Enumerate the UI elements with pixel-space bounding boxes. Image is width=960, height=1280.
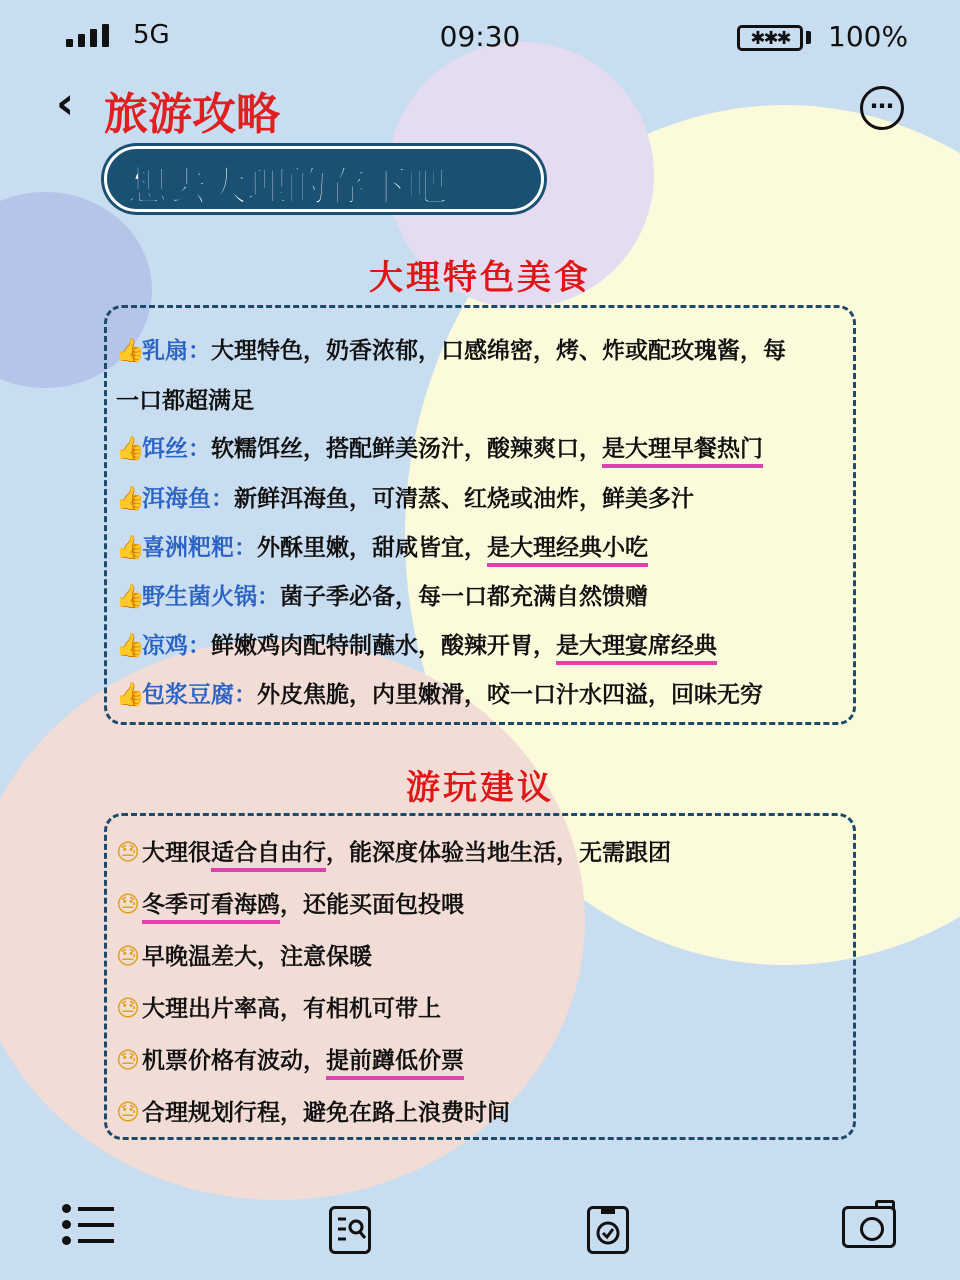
highlight-underline: 适合自由行 — [211, 840, 326, 872]
food-section-title: 大理特色美食 — [369, 258, 591, 298]
battery-icon: ✱✱✱ — [737, 25, 803, 51]
network-label: 5G — [133, 20, 170, 50]
highlight-underline: 冬季可看海鸥 — [142, 892, 280, 924]
highlight-underline: 是大理经典小吃 — [487, 535, 648, 567]
back-icon[interactable]: ‹ — [56, 78, 75, 129]
battery-tip — [806, 31, 811, 44]
title-banner — [104, 146, 544, 212]
food-item: 👍饵丝：软糯饵丝，搭配鲜美汤汁，酸辣爽口，是大理早餐热门 — [116, 430, 763, 463]
tips-section-title: 游玩建议 — [406, 768, 554, 808]
sweat-face-icon: 😓 — [116, 1100, 140, 1126]
tip-item: 😓早晚温差大，注意保暖 — [116, 944, 372, 970]
tip-item: 😓大理出片率高，有相机可带上 — [116, 996, 441, 1022]
page-title: 旅游攻略 — [104, 89, 280, 140]
food-card — [104, 305, 856, 725]
food-item: 👍凉鸡：鲜嫩鸡肉配特制蘸水，酸辣开胃，是大理宴席经典 — [116, 627, 717, 660]
sweat-face-icon: 😓 — [116, 892, 140, 918]
thumbs-up-icon: 👍 — [116, 535, 145, 561]
clock: 09:30 — [439, 20, 521, 53]
tip-item: 😓大理很适合自由行，能深度体验当地生活，无需跟团 — [116, 834, 671, 867]
highlight-underline: 提前蹲低价票 — [326, 1048, 464, 1080]
food-item: 👍喜洲粑粑：外酥里嫩，甜咸皆宜，是大理经典小吃 — [116, 529, 648, 562]
sweat-face-icon: 😓 — [116, 944, 140, 970]
tip-item: 😓机票价格有波动，提前蹲低价票 — [116, 1042, 464, 1075]
sweat-face-icon: 😓 — [116, 840, 140, 866]
thumbs-up-icon: 👍 — [116, 486, 145, 512]
camera-icon[interactable] — [842, 1206, 896, 1248]
tip-item: 😓合理规划行程，避免在路上浪费时间 — [116, 1100, 510, 1126]
thumbs-up-icon: 👍 — [116, 584, 145, 610]
thumbs-up-icon: 👍 — [116, 338, 145, 364]
food-item: 👍洱海鱼：新鲜洱海鱼，可清蒸、红烧或油炸，鲜美多汁 — [116, 486, 694, 512]
food-item: 👍包浆豆腐：外皮焦脆，内里嫩滑，咬一口汁水四溢，回味无穷 — [116, 682, 763, 708]
status-bar — [0, 18, 960, 62]
sweat-face-icon: 😓 — [116, 996, 140, 1022]
highlight-underline: 是大理宴席经典 — [556, 633, 717, 665]
more-options-button[interactable]: ⋯ — [860, 86, 904, 130]
search-doc-icon[interactable] — [329, 1206, 371, 1254]
thumbs-up-icon: 👍 — [116, 436, 145, 462]
food-item: 👍乳扇：大理特色，奶香浓郁，口感绵密，烤、炸或配玫瑰酱，每 — [116, 338, 786, 364]
sweat-face-icon: 😓 — [116, 1048, 140, 1074]
tip-item: 😓冬季可看海鸥，还能买面包投喂 — [116, 886, 464, 919]
clipboard-check-icon[interactable] — [587, 1206, 629, 1254]
food-item: 👍野生菌火锅：菌子季必备，每一口都充满自然馈赠 — [116, 584, 648, 610]
highlight-underline: 是大理早餐热门 — [602, 436, 763, 468]
food-item-continuation: 一口都超满足 — [116, 388, 254, 414]
list-icon[interactable] — [62, 1200, 114, 1250]
banner-text: 想去大理的存下吧 — [127, 164, 447, 210]
thumbs-up-icon: 👍 — [116, 682, 145, 708]
thumbs-up-icon: 👍 — [116, 633, 145, 659]
battery-percent: 100% — [828, 20, 909, 53]
